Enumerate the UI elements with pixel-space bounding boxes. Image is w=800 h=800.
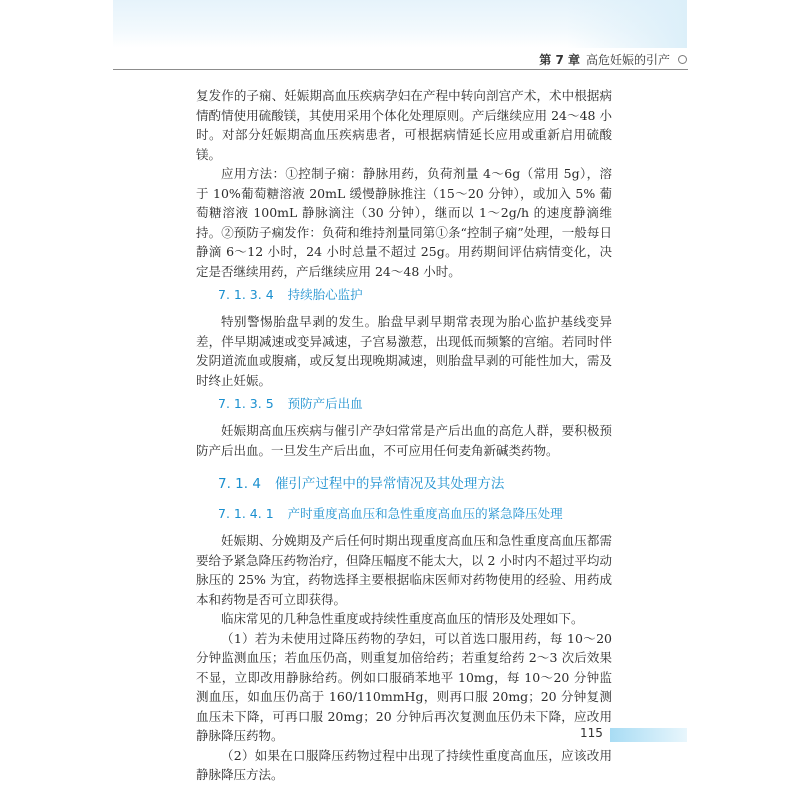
- circle-icon: [678, 55, 687, 64]
- header-decoration: [113, 0, 687, 48]
- page-number: 115: [580, 726, 603, 740]
- chapter-title: 高危妊娠的引产: [585, 52, 670, 67]
- section-heading-7-1-4-1: [196, 504, 612, 523]
- section-heading-7-1-4: [196, 474, 612, 494]
- chapter-number: 第 7 章: [539, 52, 580, 67]
- section-title: 产时重度高血压和急性重度高血压的紧急降压处理: [287, 506, 563, 521]
- section-title: 催引产过程中的异常情况及其处理方法: [274, 476, 505, 492]
- paragraph: 应用方法：①控制子痫：静脉用药，负荷剂量 4～6g（常用 5g），溶于 10%葡萄糖溶液 20mL 缓慢静脉推注（15～20 分钟），或加入 5% 葡萄糖溶液 100mL 静脉滴注（30 分钟），继而以 1～2g/h 的速度静滴维持。②预防子痫发作：负荷和维持剂量同第①条“控制子痫”处理，一般每日静滴 6～12 小时，24 小时总量不超过 25g。用药期间评估病情变化，决定是否继续用药，产后继续应用 24～48 小时。: [196, 166, 612, 279]
- paragraph: 妊娠期高血压疾病与催引产孕妇常常是产后出血的高危人群，要积极预防产后出血。一旦发生产后出血，不可应用任何麦角新碱类药物。: [196, 423, 612, 458]
- paragraph: （2）如果在口服降压药物过程中出现了持续性重度高血压，应该改用静脉降压方法。: [196, 747, 612, 782]
- section-number: 7. 1. 4: [218, 476, 261, 492]
- section-number: 7. 1. 3. 5: [218, 396, 274, 411]
- paragraph: 特别警惕胎盘早剥的发生。胎盘早剥早期常表现为胎心监护基线变异差，伴早期减速或变异减速，子宫易激惹，出现低而频繁的宫缩。若同时伴发阴道流血或腹痛，或反复出现晚期减速，则胎盘早剥的可能性加大，需及时终止妊娠。: [196, 314, 612, 388]
- paragraph: （1）若为未使用过降压药物的孕妇，可以首选口服用药，每 10～20 分钟监测血压；若血压仍高，则重复加倍给药；若重复给药 2～3 次后效果不显，立即改用静脉给药。例如口服硝苯地平 10mg，每 10～20 分钟监测血压，如血压仍高于 160/110mmHg，则再口服 20mg；20 分钟复测血压未下降，可再口服 20mg；20 分钟后再次复测血压仍未下降，应改用静脉降压药物。: [196, 630, 612, 743]
- section-number: 7. 1. 3. 4: [218, 287, 274, 302]
- running-head: [539, 50, 687, 68]
- section-heading-7-1-3-4: [196, 285, 612, 304]
- paragraph: 妊娠期、分娩期及产后任何时期出现重度高血压和急性重度高血压都需要给予紧急降压药物治疗，但降压幅度不能太大，以 2 小时内不超过平均动脉压的 25% 为宜，药物选择主要根据临床医师对药物使用的经验、用药成本和药物是否可立即获得。: [196, 533, 612, 607]
- page-body: [196, 86, 612, 785]
- section-heading-7-1-3-5: [196, 394, 612, 413]
- header-rule: [113, 69, 688, 70]
- footer-decoration: [610, 728, 687, 742]
- section-title: 预防产后出血: [287, 396, 363, 411]
- section-number: 7. 1. 4. 1: [218, 506, 274, 521]
- paragraph: 临床常见的几种急性重度或持续性重度高血压的情形及处理如下。: [221, 611, 584, 626]
- paragraph: 复发作的子痫、妊娠期高血压疾病孕妇在产程中转向剖宫产术，术中根据病情酌情使用硫酸镁，其使用采用个体化处理原则。产后继续应用 24～48 小时。对部分妊娠期高血压疾病患者，可根据病情延长应用或重新启用硫酸镁。: [196, 88, 612, 162]
- section-title: 持续胎心监护: [287, 287, 363, 302]
